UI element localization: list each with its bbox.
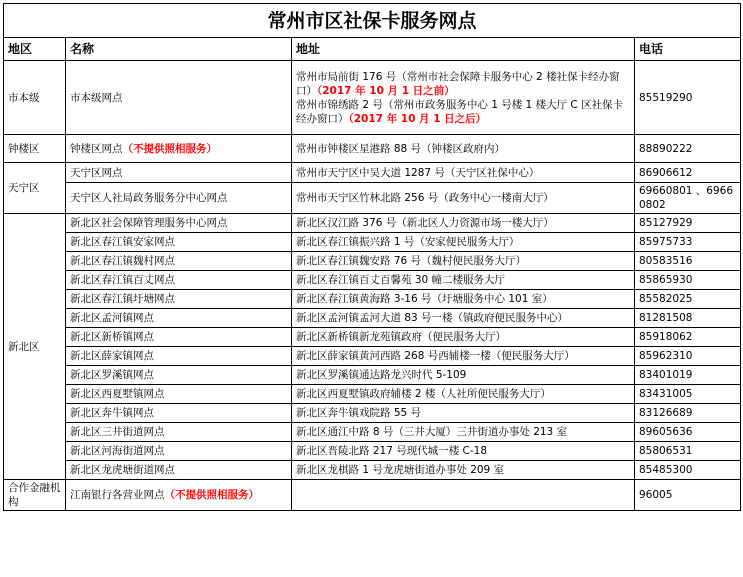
outlet-address: 新北区西夏墅镇政府辅楼 2 楼（人社所便民服务大厅） [292,385,635,404]
outlet-address [292,61,635,135]
outlet-phone: 85806531 [635,442,741,461]
outlet-address: 新北区春江镇百丈百馨苑 30 幢二楼服务大厅 [292,271,635,290]
outlet-address: 新北区新桥镇新龙苑镇政府（便民服务大厅） [292,328,635,347]
outlet-address: 新北区通江中路 8 号（三井大厦）三井街道办事处 213 室 [292,423,635,442]
outlet-address: 新北区龙棋路 1 号龙虎塘街道办事处 209 室 [292,461,635,480]
outlet-address: 新北区汉江路 376 号（新北区人力资源市场一楼大厅） [292,214,635,233]
outlet-phone: 83126689 [635,404,741,423]
district-cell: 合作金融机构 [4,480,66,511]
outlet-name: 新北区社会保障管理服务中心网点 [66,214,292,233]
district-cell: 天宁区 [4,163,66,214]
table-row [4,309,741,328]
table-row [4,442,741,461]
table-row [4,480,741,511]
outlet-address: 新北区春江镇振兴路 1 号（安家便民服务大厅） [292,233,635,252]
outlet-address: 新北区春江镇黄海路 3-16 号（圩塘服务中心 101 室） [292,290,635,309]
table-row [4,404,741,423]
outlet-name: 新北区春江镇安家网点 [66,233,292,252]
table-row [4,61,741,135]
outlet-phone: 83431005 [635,385,741,404]
outlet-phone: 88890222 [635,135,741,163]
outlet-name [66,135,292,163]
outlets-table [3,3,741,511]
outlet-phone: 81281508 [635,309,741,328]
outlet-address: 新北区罗溪镇通达路龙兴时代 5-109 [292,366,635,385]
outlet-name: 新北区西夏墅镇网点 [66,385,292,404]
date-note: （2017 年 10 月 1 日之前） [317,84,455,97]
table-row [4,135,741,163]
outlet-name-text: 江南银行各营业网点 [70,489,165,501]
outlet-phone: 85519290 [635,61,741,135]
table-row [4,163,741,183]
header-address: 地址 [292,38,635,61]
outlet-name: 新北区孟河镇网点 [66,309,292,328]
outlet-name: 新北区三井街道网点 [66,423,292,442]
outlet-phone: 83401019 [635,366,741,385]
outlet-address: 新北区晋陵北路 217 号现代城一楼 C-18 [292,442,635,461]
outlet-phone: 85975733 [635,233,741,252]
table-row [4,271,741,290]
table-row [4,347,741,366]
outlet-name: 新北区薛家镇网点 [66,347,292,366]
outlet-address: 常州市天宁区中吴大道 1287 号（天宁区社保中心） [292,163,635,183]
outlet-phone: 80583516 [635,252,741,271]
table-row [4,214,741,233]
outlet-phone: 89605636 [635,423,741,442]
table-row [4,461,741,480]
outlet-name: 新北区春江镇百丈网点 [66,271,292,290]
outlet-name [66,480,292,511]
outlet-name: 新北区河海街道网点 [66,442,292,461]
no-photo-note: （不提供照相服务） [122,142,217,155]
service-outlets-document [3,3,740,511]
outlet-name: 天宁区网点 [66,163,292,183]
district-cell: 钟楼区 [4,135,66,163]
outlet-address: 常州市天宁区竹林北路 256 号（政务中心一楼南大厅） [292,183,635,214]
date-note: （2017 年 10 月 1 日之后） [348,112,487,125]
outlet-address: 新北区薛家镇黄河西路 268 号西辅楼一楼（便民服务大厅） [292,347,635,366]
outlet-name: 新北区春江镇圩塘网点 [66,290,292,309]
outlet-name: 新北区新桥镇网点 [66,328,292,347]
outlet-phone: 85918062 [635,328,741,347]
outlet-address: 新北区孟河镇孟河大道 83 号一楼（镇政府便民服务中心） [292,309,635,328]
outlet-name-text: 钟楼区网点 [70,142,123,155]
outlet-phone: 85582025 [635,290,741,309]
header-name: 名称 [66,38,292,61]
no-photo-note: （不提供照相服务） [164,489,259,501]
outlet-phone: 69660801 、69660802 [635,183,741,214]
outlet-phone: 96005 [635,480,741,511]
table-row [4,328,741,347]
outlet-name: 新北区奔牛镇网点 [66,404,292,423]
table-row [4,183,741,214]
outlet-name: 市本级网点 [66,61,292,135]
outlet-address [292,480,635,511]
district-cell: 市本级 [4,61,66,135]
outlet-phone: 85127929 [635,214,741,233]
outlet-phone: 86906612 [635,163,741,183]
outlet-address: 常州市钟楼区星港路 88 号（钟楼区政府内） [292,135,635,163]
table-row [4,385,741,404]
header-phone: 电话 [635,38,741,61]
outlet-address: 新北区春江镇魏安路 76 号（魏村便民服务大厅） [292,252,635,271]
address-line: 常州市局前街 176 号（常州市社会保障卡服务中心 2 楼社保卡经办窗口） [296,70,620,97]
outlet-phone: 85865930 [635,271,741,290]
outlet-name: 新北区龙虎塘街道网点 [66,461,292,480]
outlet-name: 新北区罗溪镇网点 [66,366,292,385]
table-row [4,290,741,309]
outlet-address: 新北区奔牛镇戏院路 55 号 [292,404,635,423]
title-row [4,4,741,38]
header-row [4,38,741,61]
district-cell: 新北区 [4,214,66,480]
outlet-phone: 85485300 [635,461,741,480]
table-row [4,366,741,385]
outlet-name: 天宁区人社局政务服务分中心网点 [66,183,292,214]
address-line: 常州市锦绣路 2 号（常州市政务服务中心 1 号楼 1 楼大厅 C 区社保卡经办窗口） [296,98,624,125]
header-district: 地区 [4,38,66,61]
page-title: 常州市区社保卡服务网点 [4,4,741,38]
table-row [4,233,741,252]
outlet-phone: 85962310 [635,347,741,366]
table-row [4,252,741,271]
outlet-name: 新北区春江镇魏村网点 [66,252,292,271]
table-row [4,423,741,442]
